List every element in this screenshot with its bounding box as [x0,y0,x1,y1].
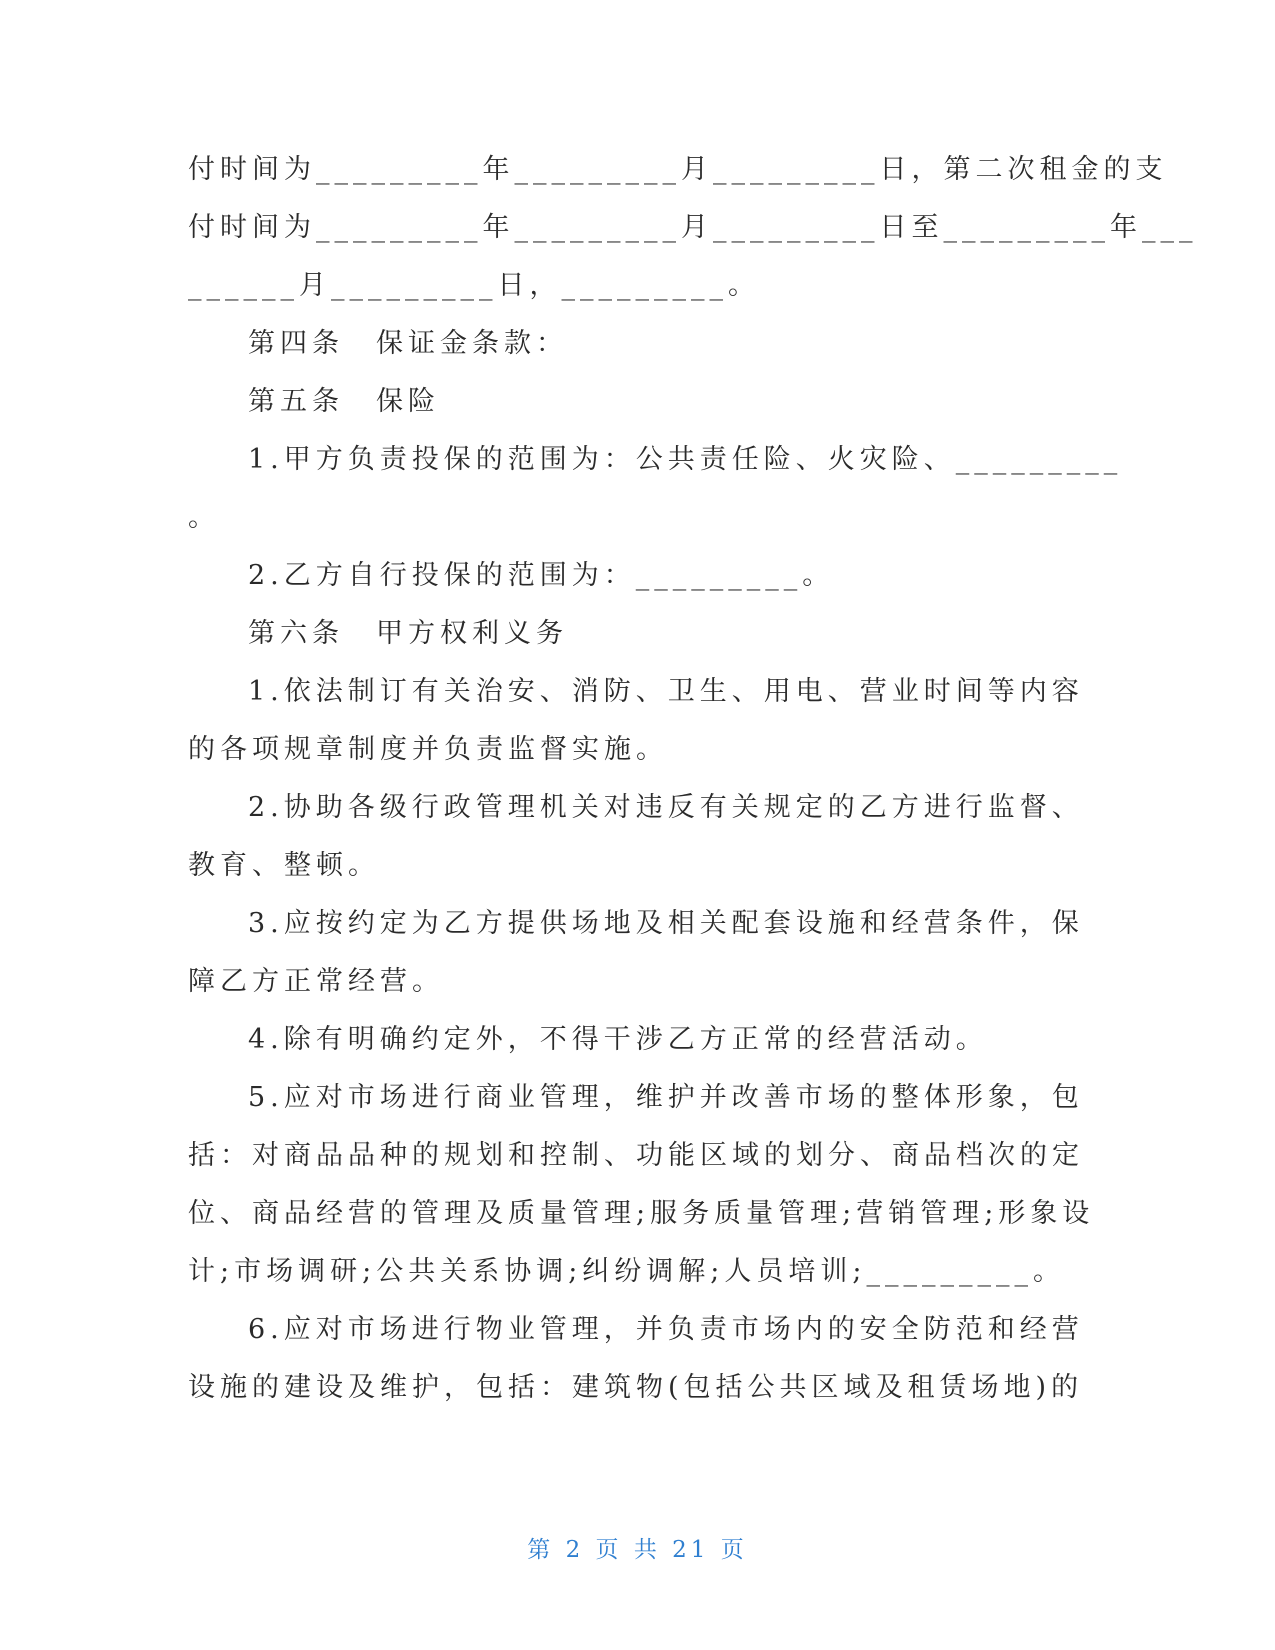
text-line: 2.协助各级行政管理机关对违反有关规定的乙方进行监督、 [248,792,1084,823]
text-line: 付时间为_________年_________月_________日至_________年___ [188,212,1198,243]
text-line: 1.依法制订有关治安、消防、卫生、用电、营业时间等内容 [248,676,1084,707]
text-line: 6.应对市场进行物业管理，并负责市场内的安全防范和经营 [248,1314,1084,1345]
text-line: 3.应按约定为乙方提供场地及相关配套设施和经营条件，保 [248,908,1084,939]
text-line: 设施的建设及维护，包括：建筑物(包括公共区域及租赁场地)的 [188,1372,1084,1403]
text-line: 计;市场调研;公共关系协调;纠纷调解;人员培训;_________。 [188,1256,1065,1287]
page-number-footer: 第 2 页 共 21 页 [527,1537,748,1563]
section-heading: 第四条 保证金条款： [248,328,568,359]
text-line: 位、商品经营的管理及质量管理;服务质量管理;营销管理;形象设 [188,1198,1095,1229]
text-line: ______月_________日，_________。 [188,270,760,301]
text-line: 障乙方正常经营。 [188,966,444,997]
section-heading: 第六条 甲方权利义务 [248,618,568,649]
text-line: 2.乙方自行投保的范围为：_________。 [248,560,835,591]
text-line: 5.应对市场进行商业管理，维护并改善市场的整体形象，包 [248,1082,1084,1113]
text-line: 4.除有明确约定外，不得干涉乙方正常的经营活动。 [248,1024,988,1055]
text-line: 教育、整顿。 [188,850,380,881]
text-line: 的各项规章制度并负责监督实施。 [188,734,668,765]
text-line: 付时间为_________年_________月_________日，第二次租金的支 [188,154,1168,185]
text-line: 括：对商品品种的规划和控制、功能区域的划分、商品档次的定 [188,1140,1084,1171]
section-heading: 第五条 保险 [248,386,440,417]
text-line: 。 [188,502,220,533]
text-line: 1.甲方负责投保的范围为：公共责任险、火灾险、_________ [248,444,1123,475]
